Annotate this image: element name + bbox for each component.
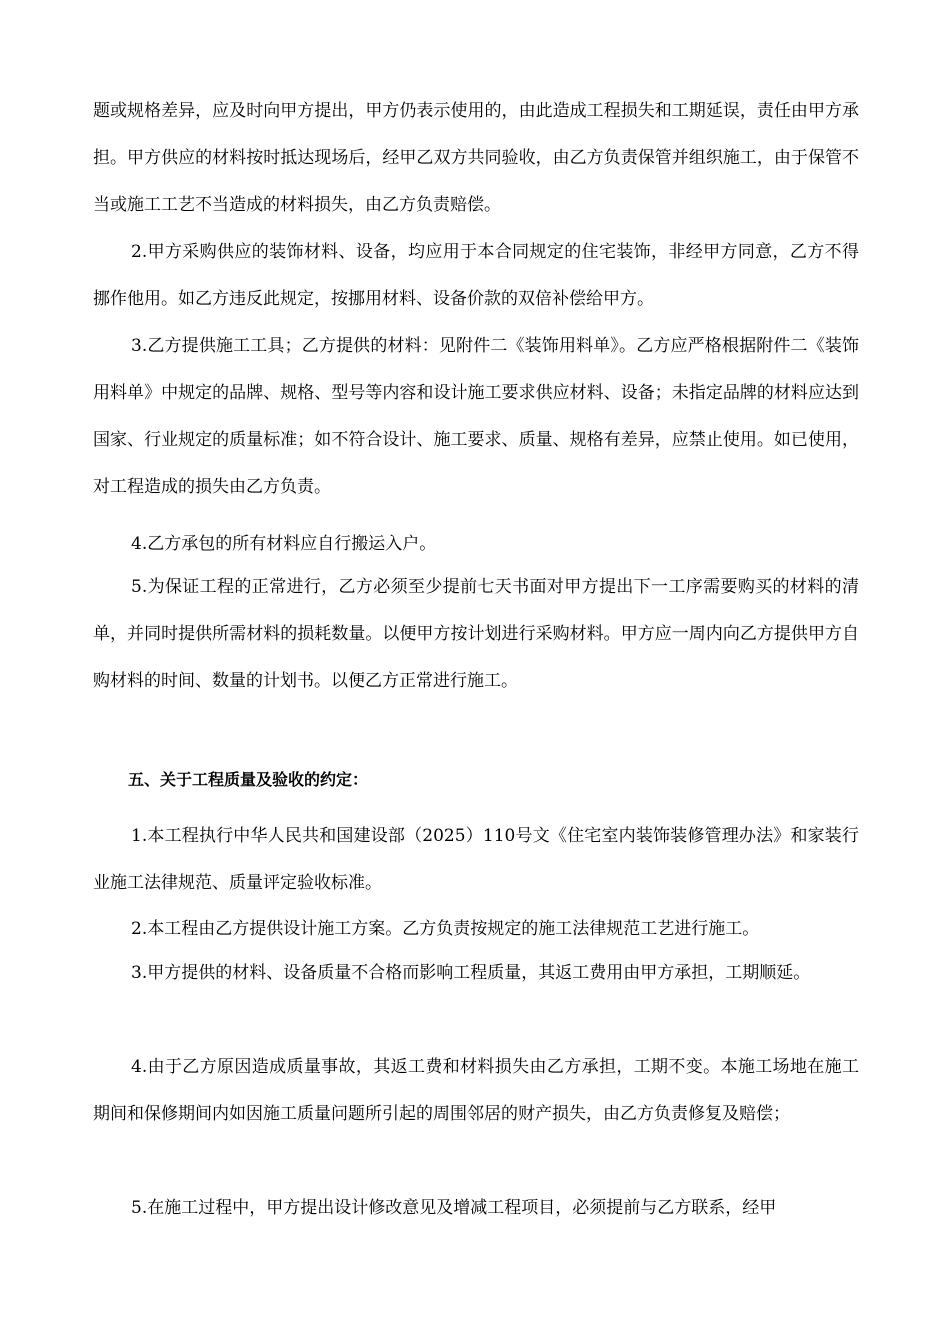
paragraph-quality-item-2: 2.本工程由乙方提供设计施工方案。乙方负责按规定的施工法律规范工艺进行施工。 (131, 919, 760, 939)
paragraph-item-3-contractor-materials: 3.乙方提供施工工具；乙方提供的材料：见附件二《装饰用料单》。乙方应严格根据附件二《装饰用料单》中规定的品牌、规格、型号等内容和设计施工要求供应材料、设备；未指定品牌的材料应达到国家、行业规定的质量标准；如不符合设计、施工要求、质量、规格有差异，应禁止使用。如已使用，对工程造成的损失由乙方负责。 (93, 336, 859, 497)
paragraph-material-discrepancy: 题或规格差异，应及时向甲方提出，甲方仍表示使用的，由此造成工程损失和工期延误，责任由甲方承担。甲方供应的材料按时抵达现场后，经甲乙双方共同验收，由乙方负责保管并组织施工，由于保管不当或施工工艺不当造成的材料损失，由乙方负责赔偿。 (93, 101, 859, 215)
paragraph-quality-item-4: 4.由于乙方原因造成质量事故，其返工费和材料损失由乙方承担，工期不变。本施工场地在施工期间和保修期间内如因施工质量问题所引起的周围邻居的财产损失，由乙方负责修复及赔偿； (93, 1057, 859, 1124)
section-heading-quality-acceptance: 五、关于工程质量及验收的约定： (128, 770, 369, 789)
paragraph-quality-item-5: 5.在施工过程中，甲方提出设计修改意见及增减工程项目，必须提前与乙方联系，经甲 (131, 1198, 777, 1218)
paragraph-item-5-material-list: 5.为保证工程的正常进行，乙方必须至少提前七天书面对甲方提出下一工序需要购买的材料的清单，并同时提供所需材料的损耗数量。以便甲方按计划进行采购材料。甲方应一周内向乙方提供甲方自购材料的时间、数量的计划书。以便乙方正常进行施工。 (93, 577, 859, 691)
paragraph-item-2-purchased-materials: 2.甲方采购供应的装饰材料、设备，均应用于本合同规定的住宅装饰，非经甲方同意，乙方不得挪作他用。如乙方违反此规定，按挪用材料、设备价款的双倍补偿给甲方。 (93, 242, 859, 309)
paragraph-quality-item-3: 3.甲方提供的材料、设备质量不合格而影响工程质量，其返工费用由甲方承担，工期顺延。 (131, 963, 811, 983)
paragraph-quality-item-1: 1.本工程执行中华人民共和国建设部（2025）110号文《住宅室内装饰装修管理办法》和家装行业施工法律规范、质量评定验收标准。 (93, 826, 859, 893)
paragraph-item-4-transport: 4.乙方承包的所有材料应自行搬运入户。 (131, 534, 437, 554)
